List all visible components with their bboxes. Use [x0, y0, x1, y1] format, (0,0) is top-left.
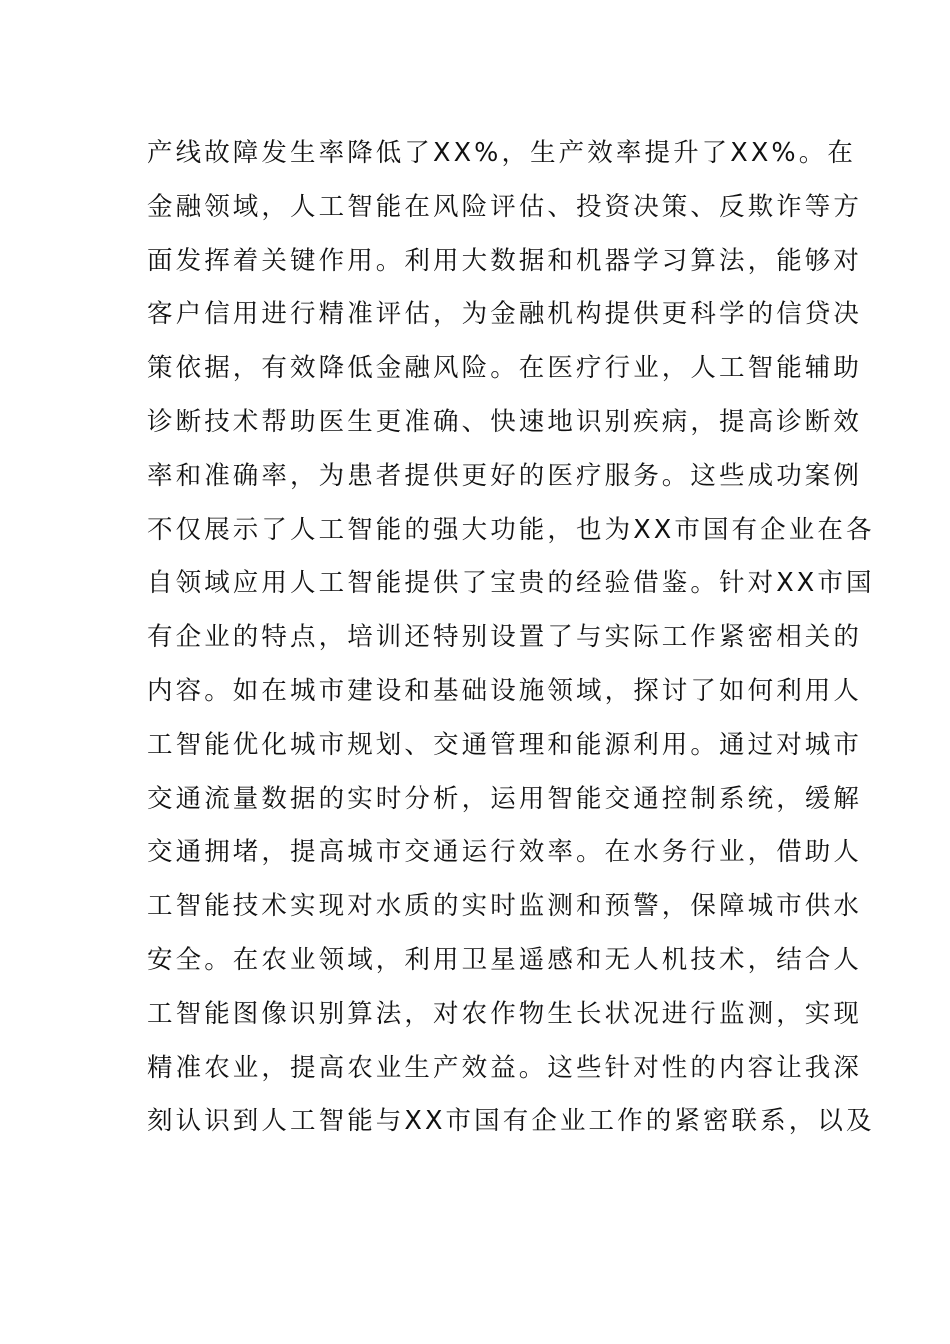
text-line-7: 率和准确率，为患者提供更好的医疗服务。这些成功案例 [147, 460, 863, 491]
text-line-11: 内容。如在城市建设和基础设施领域，探讨了如何利用人 [147, 675, 863, 706]
text-line-19: 刻认识到人工智能与XX市国有企业工作的紧密联系，以及 [147, 1106, 875, 1137]
text-line-6: 诊断技术帮助医生更准确、快速地识别疾病，提高诊断效 [147, 406, 863, 437]
text-line-12: 工智能优化城市规划、交通管理和能源利用。通过对城市 [147, 729, 863, 760]
text-line-1: 产线故障发生率降低了XX%，生产效率提升了XX%。在 [147, 138, 856, 168]
text-line-2: 金融领域，人工智能在风险评估、投资决策、反欺诈等方 [147, 191, 863, 222]
text-line-10: 有企业的特点，培训还特别设置了与实际工作紧密相关的 [147, 622, 863, 653]
text-line-13: 交通流量数据的实时分析，运用智能交通控制系统，缓解 [147, 783, 863, 814]
text-line-9: 自领域应用人工智能提供了宝贵的经验借鉴。针对XX市国 [147, 568, 875, 599]
text-line-3: 面发挥着关键作用。利用大数据和机器学习算法，能够对 [147, 245, 863, 276]
text-line-8: 不仅展示了人工智能的强大功能，也为XX市国有企业在各 [147, 514, 875, 545]
text-line-16: 安全。在农业领域，利用卫星遥感和无人机技术，结合人 [147, 944, 863, 975]
text-line-17: 工智能图像识别算法，对农作物生长状况进行监测，实现 [147, 998, 863, 1029]
text-line-4: 客户信用进行精准评估，为金融机构提供更科学的信贷决 [147, 299, 863, 330]
text-line-15: 工智能技术实现对水质的实时监测和预警，保障城市供水 [147, 891, 863, 922]
text-line-5: 策依据，有效降低金融风险。在医疗行业，人工智能辅助 [147, 353, 863, 384]
text-line-18: 精准农业，提高农业生产效益。这些针对性的内容让我深 [147, 1052, 863, 1083]
body-paragraph [147, 131, 875, 1153]
text-line-14: 交通拥堵，提高城市交通运行效率。在水务行业，借助人 [147, 837, 863, 868]
